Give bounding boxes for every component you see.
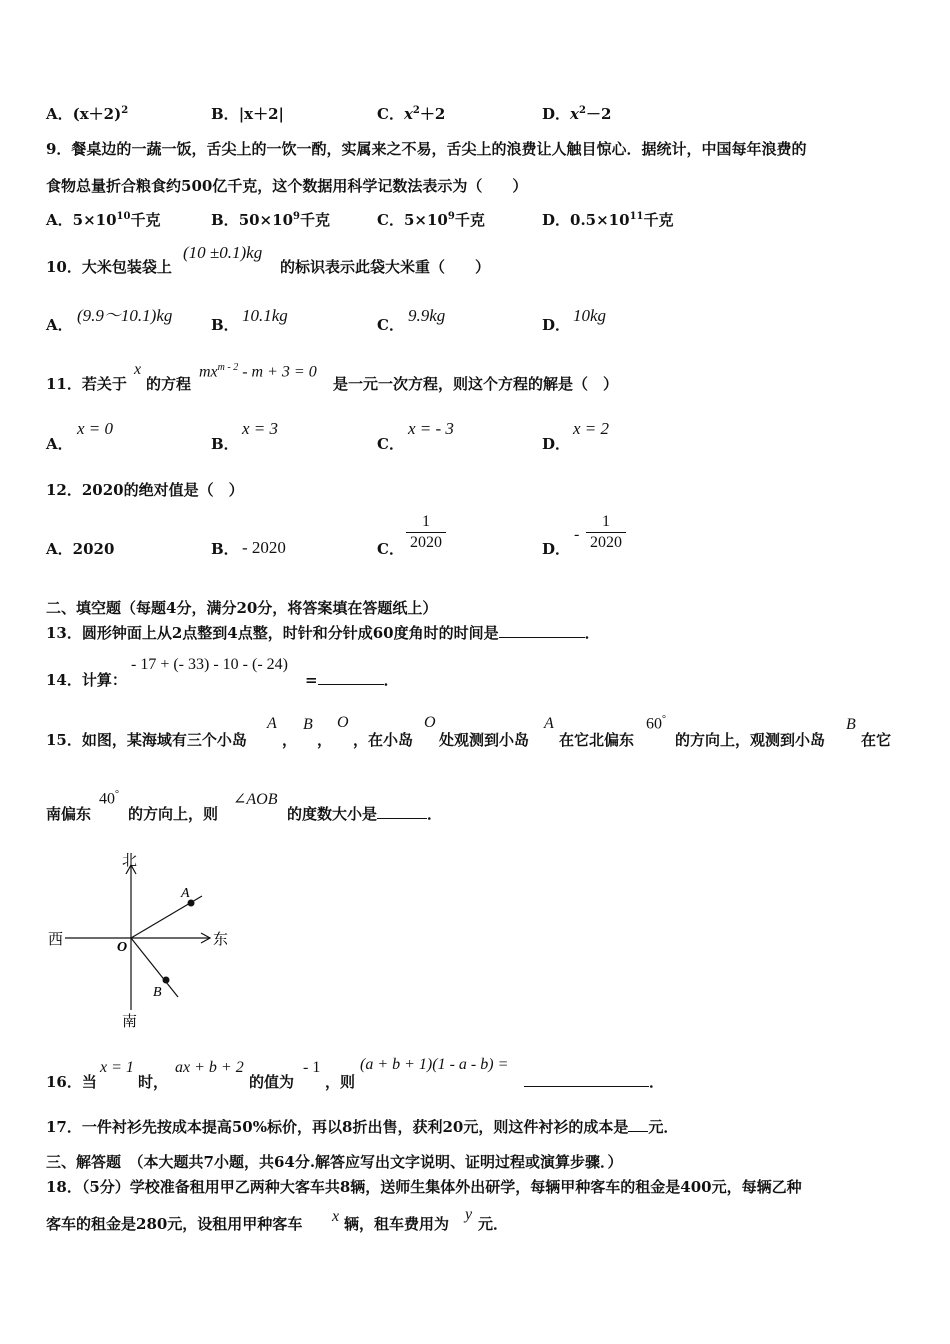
q15-text-5: 的方向上，观测到小岛	[675, 731, 826, 749]
section-3-title: 三、解答题 （本大题共7小题，共64分.解答应写出文字说明、证明过程或演算步骤．）	[46, 1153, 623, 1171]
q10-stem-suffix: 的标识表示此袋大米重（ ）	[280, 258, 491, 276]
q15-comma-2: ，	[317, 731, 333, 749]
label-o: O	[117, 940, 128, 955]
q11-option-b: x = 3	[242, 419, 279, 438]
q15-angle-60: 60°	[646, 714, 666, 733]
q12-option-a: A．2020	[46, 540, 115, 558]
q12-option-b-label: B．	[211, 540, 239, 558]
q18-var-y: y	[465, 1206, 473, 1223]
q11-option-c-label: C．	[377, 435, 404, 453]
q12-option-d-fraction: $\frac{1}{2020}$	[586, 512, 626, 553]
q18-var-x: x	[332, 1208, 340, 1225]
q12-stem: 12．2020的绝对值是（ ）	[46, 481, 244, 499]
q16-text-2: 时，	[138, 1073, 169, 1091]
q13-answer-blank[interactable]	[499, 623, 585, 638]
q15-island-a-2: A	[544, 715, 554, 732]
q15-text-7: 南偏东	[46, 805, 92, 823]
label-south: 南	[122, 1014, 138, 1030]
q14-prefix: 14．计算：	[46, 671, 127, 689]
q9-stem-line1: 9．餐桌边的一蔬一饭，舌尖上的一饮一酌，实属来之不易，舌尖上的浪费让人触目惊心．据统计，中国每年浪费的	[46, 140, 807, 158]
q14-answer: = ．	[305, 671, 399, 689]
q15-island-b-2: B	[846, 716, 856, 733]
q16-condition: x = 1	[100, 1059, 134, 1076]
q11-option-d: x = 2	[573, 419, 610, 438]
q15-island-o-2: O	[424, 714, 436, 731]
q11-option-a: x = 0	[77, 419, 114, 438]
label-west: 西	[48, 932, 64, 948]
q15-text-3: 处观测到小岛	[439, 731, 530, 749]
q10-option-b-label: B．	[211, 316, 239, 334]
q16-text-4: ，则	[325, 1073, 356, 1091]
q8-option-d: D．$x^2-2$	[542, 105, 612, 123]
q15-island-o: O	[337, 714, 349, 731]
q15-text-2: ，在小岛	[353, 731, 414, 749]
compass-figure	[40, 845, 250, 1030]
section-2-title: 二、填空题（每题4分，满分20分，将答案填在答题纸上）	[46, 599, 438, 617]
q15-text-6: 在它	[861, 731, 892, 749]
q15-island-b: B	[303, 716, 313, 733]
q10-option-a-label: A．	[46, 316, 73, 334]
q15-angle-40: 40°	[99, 789, 119, 808]
q15-text-1: 15．如图，某海域有三个小岛	[46, 731, 247, 749]
q14-expression: - 17 + (- 33) - 10 - (- 24)	[131, 656, 288, 673]
label-b: B	[153, 985, 162, 1000]
q16-answer: ．	[524, 1071, 664, 1092]
q11-option-b-label: B．	[211, 435, 239, 453]
q10-option-a: (9.9～10.1)kg	[77, 306, 173, 325]
q15-text-9: 的度数大小是 ．	[287, 805, 443, 823]
q17-answer-blank[interactable]	[628, 1117, 648, 1132]
q10-option-d: 10kg	[573, 306, 607, 325]
q9-option-b: B．$50\times 10^9$千克	[211, 211, 330, 229]
q10-option-c-label: C．	[377, 316, 404, 334]
q10-formula: (10 ±0.1)kg	[183, 243, 263, 262]
q16-text-1: 16．当	[46, 1073, 97, 1091]
q10-option-c: 9.9kg	[408, 306, 446, 325]
q10-option-d-label: D．	[542, 316, 571, 334]
q12-option-c-fraction: $\frac{1}{2020}$	[406, 512, 446, 553]
q11-equation: $mx^{m - 2} - m + 3 = 0$	[199, 362, 317, 381]
q18-text-2: 辆，租车费用为	[344, 1215, 450, 1233]
q15-angle-aob: ∠AOB	[233, 791, 278, 808]
label-north: 北	[122, 853, 138, 869]
q15-comma-1: ，	[282, 731, 298, 749]
q11-stem-suffix: 是一元一次方程，则这个方程的解是（ ）	[333, 375, 619, 393]
q16-text-3: 的值为	[249, 1073, 295, 1091]
q8-option-a: A．$(x+2)^2$	[46, 105, 129, 123]
q16-value: - 1	[303, 1059, 321, 1076]
q8-option-b: B．|x＋2|	[211, 105, 284, 123]
q9-option-a: A．$5\times 10^{10}$千克	[46, 211, 161, 229]
q18-text-1: 客车的租金是280元，设租用甲种客车	[46, 1215, 303, 1233]
q18-text-3: 元．	[478, 1215, 509, 1233]
q10-stem-prefix: 10．大米包装袋上	[46, 258, 172, 276]
q16-target-expression: (a + b + 1)(1 - a - b) =	[360, 1056, 509, 1073]
q17-stem: 17．一件衬衫先按成本提高50%标价，再以8折出售，获利20元，则这件衬衫的成本是 元．	[46, 1118, 679, 1136]
q12-option-b: - 2020	[242, 538, 286, 557]
q12-option-d-label: D．	[542, 540, 571, 558]
q14-answer-blank[interactable]	[318, 670, 384, 685]
q11-option-a-label: A．	[46, 435, 73, 453]
q9-option-c: C．$5\times 10^9$千克	[377, 211, 485, 229]
q13-stem: 13．圆形钟面上从2点整到4点整，时针和分针成60度角时的时间是 ．	[46, 624, 600, 642]
q18-line1: 18．（5分）学校准备租用甲乙两种大客车共8辆，送师生集体外出研学，每辆甲种客车的租金是400元，每辆乙种	[46, 1178, 802, 1196]
q12-option-d-sign: -	[574, 526, 580, 543]
q15-answer-blank[interactable]	[377, 804, 427, 819]
q16-expression: ax + b + 2	[175, 1059, 244, 1076]
q11-stem-mid: 的方程	[146, 375, 192, 393]
q15-island-a: A	[267, 715, 277, 732]
label-a: A	[181, 886, 190, 901]
point-b	[163, 977, 170, 984]
q8-option-c: C．$x^2+2$	[377, 105, 446, 123]
q15-text-4: 在它北偏东	[559, 731, 635, 749]
q11-stem-prefix: 11．若关于	[46, 375, 127, 393]
q11-option-c: x = - 3	[408, 419, 454, 438]
q10-option-b: 10.1kg	[242, 306, 288, 325]
q16-answer-blank[interactable]	[524, 1072, 649, 1087]
q11-option-d-label: D．	[542, 435, 571, 453]
q15-text-8: 的方向上，则	[128, 805, 219, 823]
label-east: 东	[213, 932, 229, 948]
q9-stem-line2: 食物总量折合粮食约500亿千克，这个数据用科学记数法表示为（ ）	[46, 177, 528, 195]
q12-option-c-label: C．	[377, 540, 404, 558]
q9-option-d: D．$0.5\times 10^{11}$千克	[542, 211, 674, 229]
q11-var-x: x	[134, 361, 142, 378]
